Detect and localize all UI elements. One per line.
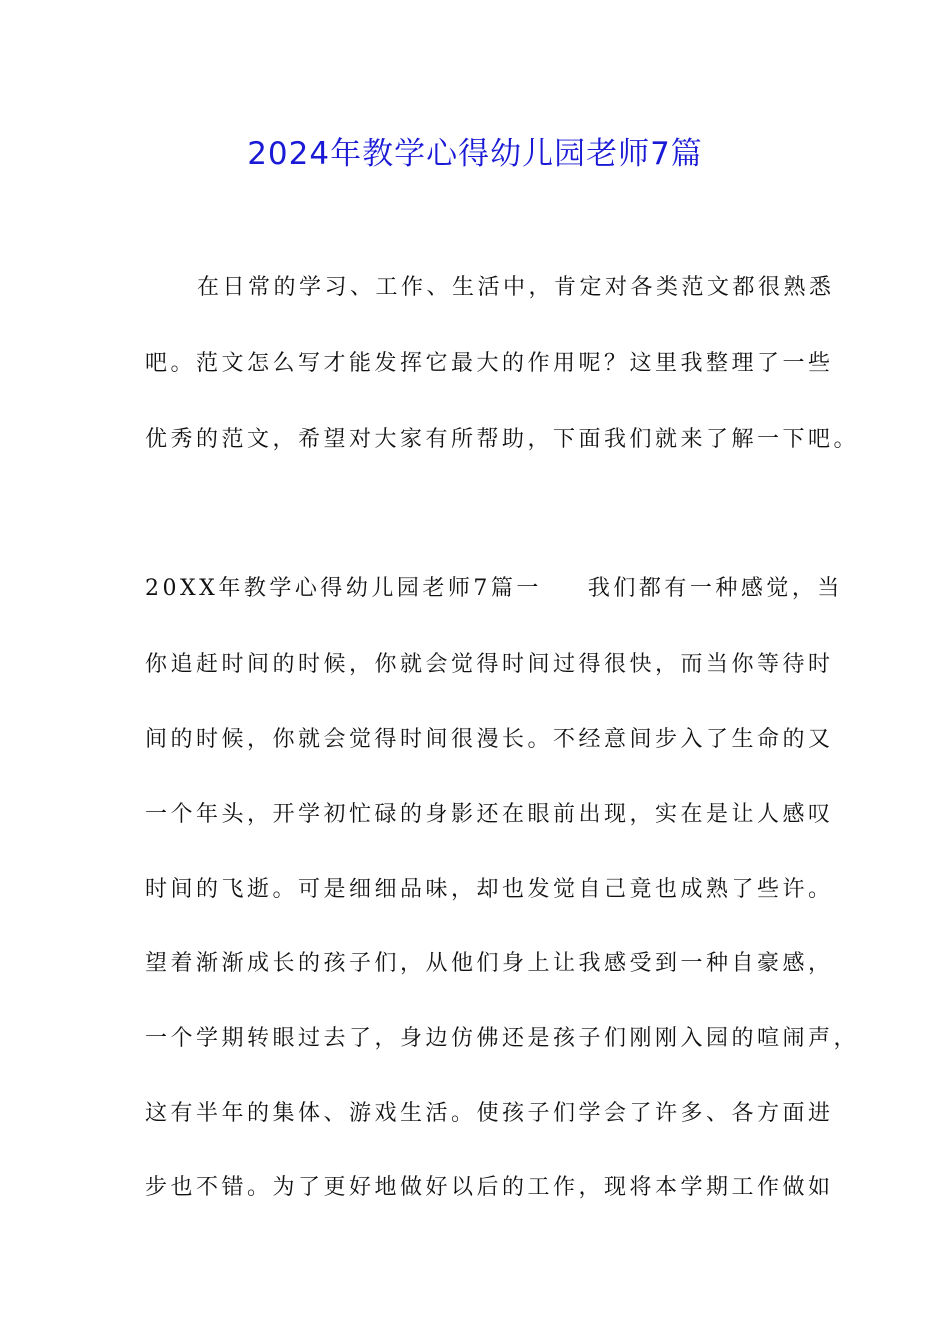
body-line-2: 间的时候，你就会觉得时间很漫长。不经意间步入了生命的又 [145,727,834,752]
intro-line-1: 在日常的学习、工作、生活中，肯定对各类范文都很熟悉 [197,275,835,300]
body-line-6: 一个学期转眼过去了，身边仿佛还是孩子们刚刚入园的喧闹声， [145,1026,860,1051]
body-line-4: 时间的飞逝。可是细细品味，却也发觉自己竟也成熟了些许。 [145,877,834,902]
body-line-1: 你追赶时间的时候，你就会觉得时间过得很快，而当你等待时 [145,652,834,677]
body-line-8: 步也不错。为了更好地做好以后的工作，现将本学期工作做如 [145,1175,834,1200]
body-line-7: 这有半年的集体、游戏生活。使孩子们学会了许多、各方面进 [145,1101,834,1126]
intro-line-3: 优秀的范文，希望对大家有所帮助，下面我们就来了解一下吧。 [145,427,860,452]
body-line-3: 一个年头，开学初忙碌的身影还在眼前出现，实在是让人感叹 [145,802,834,827]
body-line-5: 望着渐渐成长的孩子们，从他们身上让我感受到一种自豪感， [145,951,834,976]
section-first-line [145,571,843,602]
section-heading: 20XX年教学心得幼儿园老师7篇一 [145,576,542,601]
document-title: 2024年教学心得幼儿园老师7篇 [247,136,703,172]
intro-line-2: 吧。范文怎么写才能发挥它最大的作用呢？这里我整理了一些 [145,351,834,376]
section-first-line-text: 我们都有一种感觉，当 [587,576,843,601]
